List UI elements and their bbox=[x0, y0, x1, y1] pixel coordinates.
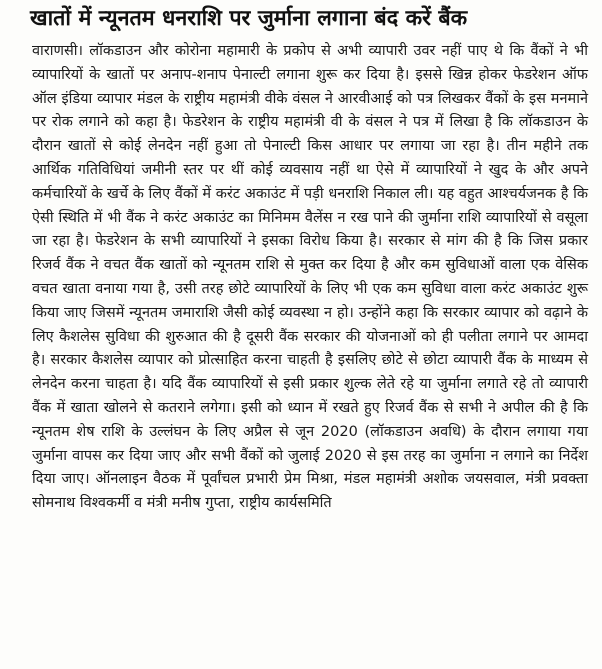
article-paragraph: वाराणसी। लॉकडाउन और कोरोना महामारी के प्रकोप से अभी व्यापारी उवर नहीं पाए थे कि वैंकों ने भी व्यापारियों के खातों पर अनाप-शनाप पेनाल्टी लगाना शुरू कर दिया है। इससे खिन्न होकर फेडरेशन ऑफ ऑल इंडिया व्यापार मंडल के राष्ट्रीय महामंत्री वीके वंसल ने आरवीआई को पत्र लिखकर वैंकों के इस मनमाने पर रोक लगाने को कहा है। फेडरेशन के राष्ट्रीय महामंत्री वी के वंसल ने पत्र में लिखा है कि लॉकडाउन के दौरान खातों से कोई लेनदेन नहीं हुआ तो पेनाल्टी किस आधार पर लगाया जा रहा है। तीन महीने तक आर्थिक गतिविधियां जमीनी स्तर पर थीं कोई व्यवसाय नहीं था ऐसे में व्यापारियों ने खुद के और अपने कर्मचारियों के खर्चे के लिए वैंकों में करंट अकाउंट में पड़ी धनराशि निकाल ली। यह वहुत आश्चर्यजनक है कि ऐसी स्थिति में भी वैंक ने करंट अकाउंट का मिनिमम वैलेंस न रख पाने की जुर्माना राशि व्यापारियों से वसूला जा रहा है। फेडरेशन के सभी व्यापारियों ने इसका विरोध किया है। सरकार से मांग की है कि जिस प्रकार रिजर्व वैंक ने वचत वैंक खातों को न्यूनतम राशि से मुक्त कर दिया है और कम सुविधाओं वाला एक वेसिक वचत खाता वनाया गया है, उसी तरह छोटे व्यापारियों के लिए भी एक कम सुविधा वाला करंट अकाउंट शुरू किया जाए जिसमें न्यूनतम जमाराशि जैसी कोई व्यवस्था न हो। उन्होंने कहा कि सरकार व्यापार को वढ़ाने के लिए कैशलेस सुविधा की शुरुआत की है दूसरी वैंक सरकार की योजनाओं को ही पलीता लगाने पर आमदा है। सरकार कैशलेस व्यापार को प्रोत्साहित करना चाहती है इसलिए छोटे से छोटा व्यापारी वैंक के माध्यम से लेनदेन करना चाहता है। यदि वैंक व्यापारियों से इसी प्रकार शुल्क लेते रहे या जुर्माना लगाते रहे तो व्यापारी वैंक में खाता खोलने से कतराने लगेगा। इसी को ध्यान में रखते हुए रिजर्व वैंक से सभी ने अपील की है कि न्यूनतम शेष राशि के उल्लंघन के लिए अप्रैल से जून 2020 (लॉकडाउन अवधि) के दौरान लगाया गया जुर्माना वापस कर दिया जाए और सभी वैंकों को जुलाई 2020 से इस तरह का जुर्माना न लगाने का निर्देश दिया जाए। ऑनलाइन वैठक में पूर्वांचल प्रभारी प्रेम मिश्रा, मंडल महामंत्री अशोक जयसवाल, मंत्री प्रवक्ता सोमनाथ विश्वकर्मी व मंत्री मनीष गुप्ता, राष्ट्रीय कार्यसमिति bbox=[32, 43, 588, 512]
headline: खातों में न्यूनतम धनराशि पर जुर्माना लगाना बंद करें बैंक bbox=[30, 6, 468, 31]
article-body bbox=[32, 40, 588, 516]
